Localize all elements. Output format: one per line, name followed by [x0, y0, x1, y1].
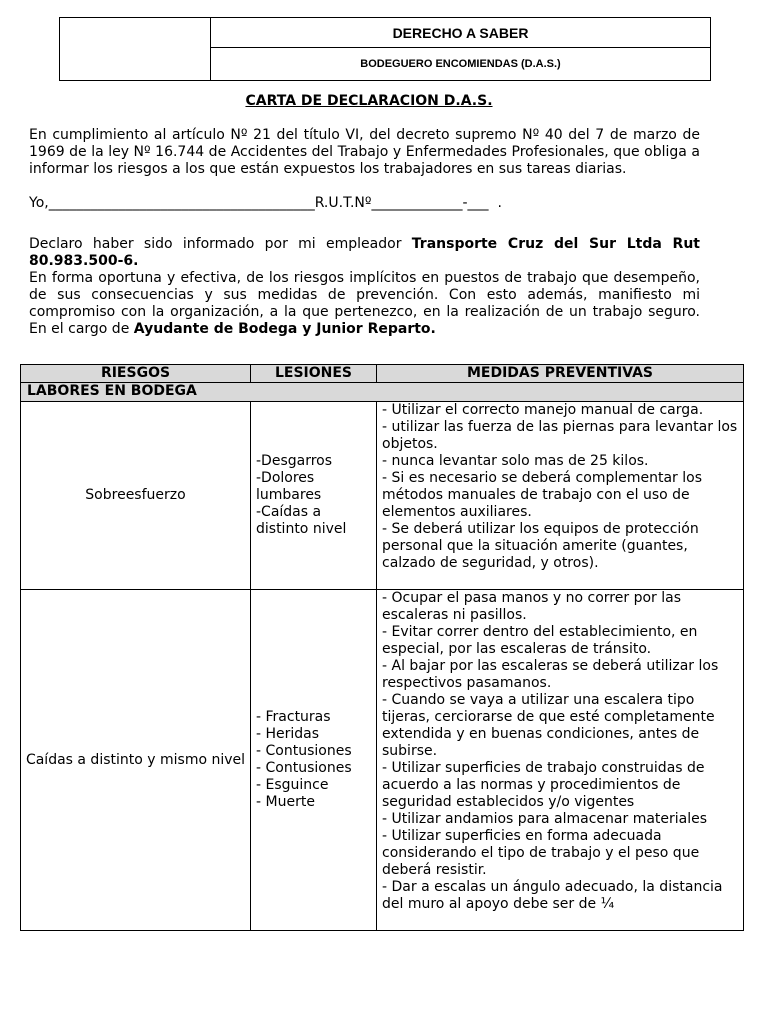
injury-item: - Fracturas: [256, 709, 331, 725]
section-row: [21, 383, 744, 402]
injury-item: - Muerte: [256, 794, 315, 810]
measures-cell: - Utilizar el correcto manejo manual de carga. - utilizar las fuerza de las piernas para levantar los objetos. - nunca levantar solo mas de 25 kilos. - Si es necesario se deberá complementar los métodos manuales de trabajo con el uso de elementos auxiliares. - Se deberá utilizar los equipos de protección personal que la situación amerite (guantes, calzado de seguridad, y otros).: [377, 402, 744, 590]
injury-item: -Caídas a distinto nivel: [256, 504, 347, 537]
signature-line: Yo,______________________________________R.U.T.Nº_____________-___ .: [29, 195, 502, 211]
measures-cell: - Ocupar el pasa manos y no correr por las escaleras ni pasillos. - Evitar correr dentro del establecimiento, en especial, por las escaleras de tránsito. - Al bajar por las escaleras se deberá utilizar los respectivos pasamanos. - Cuando se vaya a utilizar una escalera tipo tijeras, cerciorarse de que esté completamente extendida y en buenas condiciones, antes de subirse. - Utilizar superficies de trabajo construidas de acuerdo a las normas y procedimientos de seguridad establecidos y/o vigentes - Utilizar andamios para almacenar materiales - Utilizar superficies en forma adecuada considerando el tipo de trabajo y el peso que deberá resistir. - Dar a escalas un ángulo adecuado, la distancia del muro al apoyo debe ser de ¼: [377, 590, 744, 931]
injury-item: - Heridas: [256, 726, 320, 742]
document-title: CARTA DE DECLARACION D.A.S.: [245, 93, 493, 109]
intro-paragraph: En cumplimiento al artículo Nº 21 del título VI, del decreto supremo Nº 40 del 7 de marzo de 1969 de la ley Nº 16.744 de Accidentes del Trabajo y Enfermedades Profesionales, que obliga a informar los riesgos a los que están expuestos los trabajadores en sus tareas diarias.: [29, 127, 700, 177]
declaro-text: Declaro haber sido informado por mi empleador: [29, 236, 412, 252]
header-subtitle: BODEGUERO ENCOMIENDAS (D.A.S.): [211, 48, 711, 81]
injuries-cell: [251, 402, 377, 590]
logo-box: [60, 18, 211, 81]
injury-item: - Esguince: [256, 777, 329, 793]
declaration-paragraph: [29, 236, 700, 338]
column-header-riesgos: RIESGOS: [21, 365, 251, 383]
employer-name: Transporte Cruz del Sur Ltda Rut 80.983.500-6.: [29, 236, 700, 269]
header-title: DERECHO A SABER: [211, 18, 711, 48]
job-title: Ayudante de Bodega y Junior Reparto.: [133, 321, 436, 337]
injury-item: -Dolores lumbares: [256, 470, 322, 503]
injuries-cell: [251, 590, 377, 931]
table-row: [21, 590, 744, 931]
injury-item: - Contusiones: [256, 760, 352, 776]
table-row: [21, 402, 744, 590]
risk-table: [20, 364, 744, 931]
column-header-lesiones: LESIONES: [251, 365, 377, 383]
injury-item: - Contusiones: [256, 743, 352, 759]
risk-cell: Sobreesfuerzo: [21, 402, 251, 590]
section-title: LABORES EN BODEGA: [21, 383, 744, 402]
injury-item: -Desgarros: [256, 453, 333, 469]
declaration-body: En forma oportuna y efectiva, de los riesgos implícitos en puestos de trabajo que desempeño, de sus consecuencias y sus medidas de prevención. Con esto además, manifiesto mi compromiso con la organización, a la que pertenezco, en la realización de un trabajo seguro. En el cargo de: [29, 270, 700, 337]
column-header-medidas: MEDIDAS PREVENTIVAS: [377, 365, 744, 383]
risk-cell: Caídas a distinto y mismo nivel: [21, 590, 251, 931]
document-header: [59, 17, 711, 81]
table-header-row: [21, 365, 744, 383]
